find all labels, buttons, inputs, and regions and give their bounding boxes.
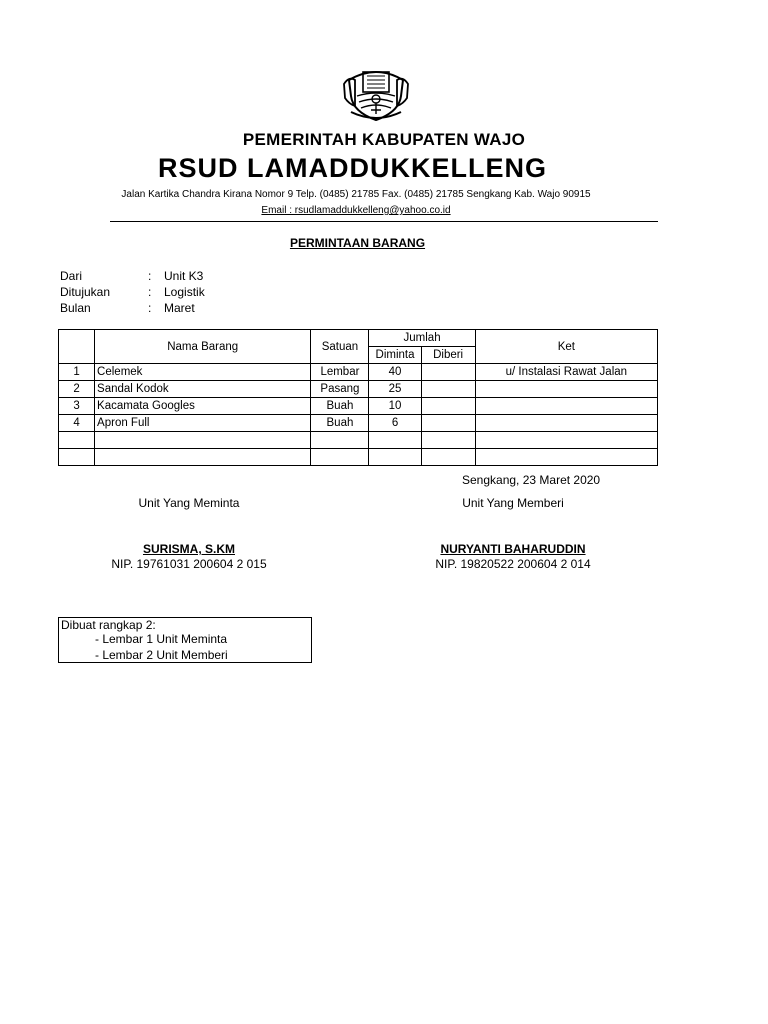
row-given	[421, 364, 475, 381]
row-note	[475, 432, 657, 449]
items-table	[58, 329, 658, 466]
giver-name: NURYANTI BAHARUDDIN	[440, 542, 586, 556]
info-row-month	[60, 300, 205, 316]
government-name: PEMERINTAH KABUPATEN WAJO	[242, 130, 526, 149]
header-divider	[110, 221, 658, 222]
row-no: 4	[59, 415, 95, 432]
info-separator: :	[148, 285, 152, 299]
header-unit: Satuan	[311, 330, 369, 364]
regency-emblem-icon	[341, 66, 411, 122]
row-item-name	[95, 432, 311, 449]
row-unit: Buah	[311, 398, 369, 415]
row-note	[475, 415, 657, 432]
row-no: 3	[59, 398, 95, 415]
hospital-email: Email : rsudlamaddukkelleng@yahoo.co.id	[261, 205, 451, 216]
table-row	[59, 381, 658, 398]
table-row	[59, 364, 658, 381]
row-unit: Pasang	[311, 381, 369, 398]
row-requested	[369, 432, 421, 449]
copies-line: - Lembar 2 Unit Memberi	[95, 648, 228, 662]
info-separator: :	[148, 269, 152, 283]
info-label: Bulan	[60, 301, 91, 315]
row-note	[475, 449, 657, 466]
row-given	[421, 432, 475, 449]
header-given: Diberi	[421, 347, 475, 364]
hospital-address: Jalan Kartika Chandra Kirana Nomor 9 Telp. (0485) 21785 Fax. (0485) 21785 Sengkang Kab. Wajo 90915	[121, 189, 591, 200]
row-item-name	[95, 449, 311, 466]
header-no	[59, 330, 95, 364]
row-note: u/ Instalasi Rawat Jalan	[475, 364, 657, 381]
header-item-name: Nama Barang	[95, 330, 311, 364]
requester-nip: NIP. 19761031 200604 2 015	[111, 557, 267, 571]
requester-role: Unit Yang Meminta	[138, 496, 240, 510]
table-row	[59, 415, 658, 432]
row-given	[421, 415, 475, 432]
row-unit	[311, 449, 369, 466]
row-given	[421, 381, 475, 398]
row-no: 2	[59, 381, 95, 398]
row-unit	[311, 432, 369, 449]
info-row-from	[60, 268, 205, 284]
hospital-name: RSUD LAMADDUKKELLENG	[158, 153, 547, 183]
row-item-name: Apron Full	[95, 415, 311, 432]
place-date: Sengkang, 23 Maret 2020	[462, 473, 601, 487]
copies-title: Dibuat rangkap 2:	[61, 618, 156, 632]
copies-box	[58, 617, 312, 663]
row-unit: Buah	[311, 415, 369, 432]
info-value: Logistik	[164, 285, 205, 299]
row-given	[421, 449, 475, 466]
giver-role: Unit Yang Memberi	[462, 496, 564, 510]
info-row-to	[60, 284, 205, 300]
table-row	[59, 432, 658, 449]
header-amount: Jumlah	[369, 330, 475, 347]
requester-name: SURISMA, S.KM	[142, 542, 235, 556]
header-note: Ket	[475, 330, 657, 364]
info-separator: :	[148, 301, 152, 315]
info-label: Dari	[60, 269, 83, 283]
row-given	[421, 398, 475, 415]
row-requested: 10	[369, 398, 421, 415]
table-row	[59, 398, 658, 415]
request-info	[60, 268, 205, 316]
row-unit: Lembar	[311, 364, 369, 381]
row-requested	[369, 449, 421, 466]
row-item-name: Kacamata Googles	[95, 398, 311, 415]
info-value: Unit K3	[164, 269, 204, 283]
row-item-name: Sandal Kodok	[95, 381, 311, 398]
row-no	[59, 449, 95, 466]
row-note	[475, 381, 657, 398]
info-label: Ditujukan	[60, 285, 111, 299]
info-value: Maret	[164, 301, 195, 315]
copies-line: - Lembar 1 Unit Meminta	[95, 632, 228, 646]
giver-nip: NIP. 19820522 200604 2 014	[435, 557, 591, 571]
row-no	[59, 432, 95, 449]
row-item-name: Celemek	[95, 364, 311, 381]
row-requested: 25	[369, 381, 421, 398]
row-requested: 6	[369, 415, 421, 432]
document-title: PERMINTAAN BARANG	[289, 236, 426, 250]
row-no: 1	[59, 364, 95, 381]
row-note	[475, 398, 657, 415]
row-requested: 40	[369, 364, 421, 381]
table-row	[59, 449, 658, 466]
header-requested: Diminta	[369, 347, 421, 364]
